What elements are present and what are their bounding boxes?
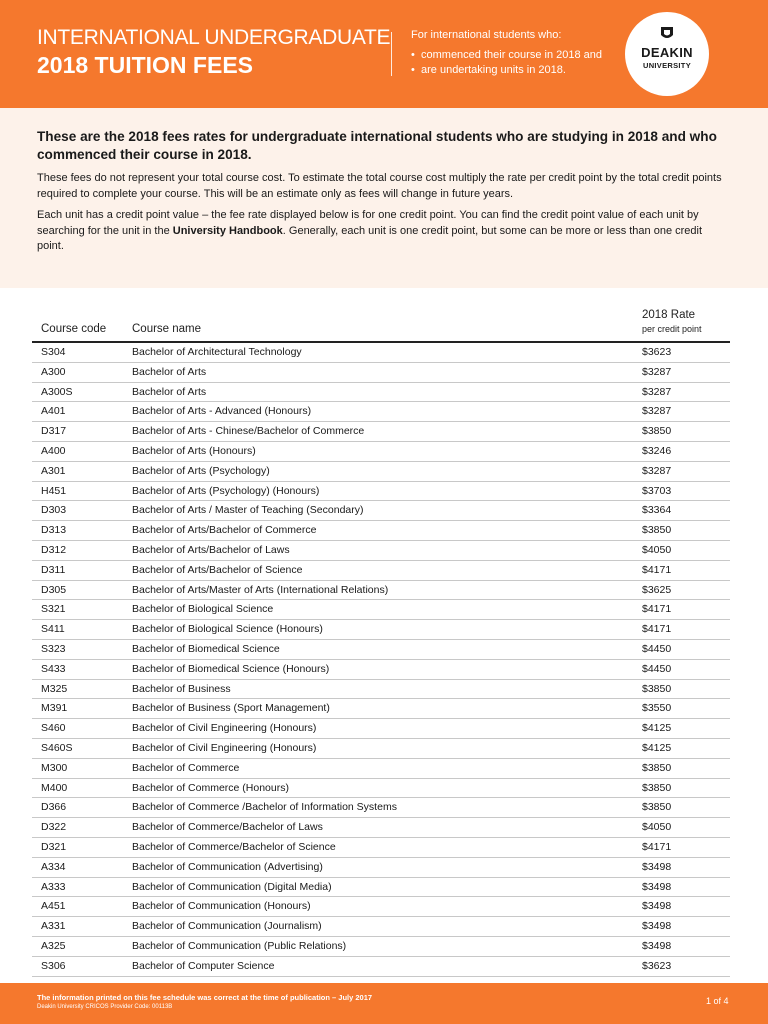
rate-cell: $3364 <box>642 504 672 517</box>
course-code-cell: M400 <box>41 781 68 794</box>
rate-cell: $4171 <box>642 623 672 636</box>
course-code-cell: S323 <box>41 642 66 655</box>
table-row <box>32 402 730 422</box>
rate-cell: $4050 <box>642 543 672 556</box>
rate-cell: $3623 <box>642 346 672 358</box>
table-row <box>32 363 730 383</box>
eligibility-intro: For international students who: <box>411 29 562 41</box>
course-code-cell: A333 <box>41 880 66 893</box>
course-code-cell: D313 <box>41 524 67 537</box>
course-name-cell: Bachelor of Computer Science <box>132 959 275 972</box>
table-row <box>32 680 730 700</box>
course-code-cell: S460S <box>41 741 73 754</box>
course-name-cell: Bachelor of Commerce (Honours) <box>132 781 289 794</box>
eligibility-item: • commenced their course in 2018 and <box>411 48 602 63</box>
rate-cell: $4125 <box>642 741 672 754</box>
course-name-cell: Bachelor of Arts/Bachelor of Science <box>132 563 303 576</box>
course-name-cell: Bachelor of Civil Engineering (Honours) <box>132 741 317 754</box>
course-name-cell: Bachelor of Arts <box>132 365 207 378</box>
course-name-cell: Bachelor of Communication (Advertising) <box>132 860 323 873</box>
rate-cell: $3850 <box>642 781 672 794</box>
table-row <box>32 917 730 937</box>
rate-cell: $4171 <box>642 563 672 576</box>
rate-cell: $3550 <box>642 702 672 715</box>
intro-p2-text-before: Each unit has a credit point value – the fee rate displayed below is for one credit point. You can find the credit point value of each unit by searching for the unit in the <box>37 209 699 237</box>
logo-name: DEAKIN <box>641 45 693 60</box>
course-code-cell: M300 <box>41 761 68 774</box>
course-name-cell: Bachelor of Communication (Public Relations) <box>132 939 347 952</box>
column-header-rate: 2018 Rate <box>642 309 696 321</box>
course-name-cell: Bachelor of Arts/Bachelor of Commerce <box>132 524 317 537</box>
rate-cell: $3498 <box>642 939 672 952</box>
course-code-cell: A400 <box>41 444 66 457</box>
course-name-cell: Bachelor of Biological Science (Honours) <box>132 623 323 636</box>
course-code-cell: S321 <box>41 603 66 616</box>
course-code-cell: A301 <box>41 464 66 477</box>
rate-cell: $4171 <box>642 603 672 616</box>
column-header-code: Course code <box>41 323 107 335</box>
eligibility-item: • are undertaking units in 2018. <box>411 63 602 78</box>
rate-cell: $4450 <box>642 662 672 675</box>
table-row <box>32 620 730 640</box>
course-code-cell: S304 <box>41 346 66 358</box>
course-code-cell: D322 <box>41 821 67 834</box>
rate-cell: $3703 <box>642 484 672 497</box>
rate-cell: $3625 <box>642 583 672 596</box>
table-row <box>32 739 730 759</box>
course-name-cell: Bachelor of Communication (Honours) <box>132 900 311 913</box>
rate-cell: $3850 <box>642 524 672 537</box>
course-code-cell: D321 <box>41 840 67 853</box>
rate-cell: $4450 <box>642 642 672 655</box>
course-code-cell: A325 <box>41 939 66 952</box>
course-name-cell: Bachelor of Architectural Technology <box>132 346 302 358</box>
table-row <box>32 660 730 680</box>
course-name-cell: Bachelor of Commerce /Bachelor of Information Systems <box>132 801 397 814</box>
course-code-cell: S411 <box>41 623 65 636</box>
column-header-rate-sub: per credit point <box>642 324 702 334</box>
fees-table <box>32 306 730 977</box>
course-name-cell: Bachelor of Arts <box>132 385 207 398</box>
table-row <box>32 719 730 739</box>
rate-cell: $3850 <box>642 682 672 695</box>
course-code-cell: A334 <box>41 860 66 873</box>
table-body <box>32 343 730 977</box>
intro-paragraph-1: These fees do not represent your total course cost. To estimate the total course cost multiply the rate per credit point by the total credit points required to complete your course. This will be an estimate only as fees will change in future years. <box>37 172 722 200</box>
course-code-cell: S460 <box>41 722 66 735</box>
course-name-cell: Bachelor of Arts - Advanced (Honours) <box>132 405 312 418</box>
course-name-cell: Bachelor of Communication (Digital Media) <box>132 880 332 893</box>
course-code-cell: D305 <box>41 583 67 596</box>
rate-cell: $3623 <box>642 959 672 972</box>
course-name-cell: Bachelor of Biomedical Science <box>132 642 280 655</box>
table-header <box>32 306 730 343</box>
table-row <box>32 957 730 977</box>
logo-subtitle: UNIVERSITY <box>642 61 691 70</box>
table-row <box>32 581 730 601</box>
course-name-cell: Bachelor of Arts (Psychology) <box>132 464 270 477</box>
rate-cell: $3498 <box>642 920 672 933</box>
rate-cell: $3498 <box>642 880 672 893</box>
course-name-cell: Bachelor of Arts (Honours) <box>132 444 256 457</box>
course-code-cell: A300 <box>41 365 66 378</box>
header-divider <box>391 32 392 76</box>
page-number: 1 of 4 <box>706 996 729 1006</box>
university-handbook-link[interactable]: University Handbook <box>172 224 283 237</box>
table-row <box>32 422 730 442</box>
title-line-1: INTERNATIONAL UNDERGRADUATE <box>37 26 391 49</box>
rate-cell: $3287 <box>642 464 672 477</box>
course-code-cell: D317 <box>41 425 67 438</box>
table-row <box>32 818 730 838</box>
table-row <box>32 541 730 561</box>
intro-section <box>0 108 768 288</box>
rate-cell: $3498 <box>642 900 672 913</box>
page-footer <box>0 983 768 1024</box>
course-name-cell: Bachelor of Commerce/Bachelor of Science <box>132 840 336 853</box>
rate-cell: $4050 <box>642 821 672 834</box>
rate-cell: $3287 <box>642 405 672 418</box>
page-header <box>0 0 768 108</box>
table-row <box>32 937 730 957</box>
table-row <box>32 383 730 403</box>
column-header-name: Course name <box>132 323 202 335</box>
table-row <box>32 561 730 581</box>
intro-paragraph-2 <box>37 208 727 255</box>
intro-p2-text-after: . Generally, each unit is one credit point, but some can be more or less than one credit point. <box>37 224 703 252</box>
course-name-cell: Bachelor of Communication (Journalism) <box>132 920 322 933</box>
table-row <box>32 600 730 620</box>
table-row <box>32 838 730 858</box>
course-code-cell: H451 <box>41 484 67 497</box>
title-line-2: 2018 TUITION FEES <box>37 52 254 78</box>
course-name-cell: Bachelor of Arts - Chinese/Bachelor of Commerce <box>132 425 365 438</box>
course-name-cell: Bachelor of Arts / Master of Teaching (Secondary) <box>132 504 364 517</box>
course-name-cell: Bachelor of Commerce <box>132 761 240 774</box>
table-row <box>32 442 730 462</box>
course-code-cell: A401 <box>41 405 66 418</box>
course-name-cell: Bachelor of Civil Engineering (Honours) <box>132 722 317 735</box>
course-name-cell: Bachelor of Commerce/Bachelor of Laws <box>132 821 323 834</box>
table-row <box>32 798 730 818</box>
rate-cell: $4171 <box>642 840 672 853</box>
intro-heading: These are the 2018 fees rates for undergraduate international students who are studying in 2018 and who commenced their course in 2018. <box>37 129 717 162</box>
table-row <box>32 462 730 482</box>
course-code-cell: D312 <box>41 543 67 556</box>
table-row <box>32 699 730 719</box>
rate-cell: $4125 <box>642 722 672 735</box>
rate-cell: $3246 <box>642 444 672 457</box>
table-row <box>32 897 730 917</box>
rate-cell: $3850 <box>642 761 672 774</box>
table-row <box>32 878 730 898</box>
course-name-cell: Bachelor of Biological Science <box>132 603 274 616</box>
course-name-cell: Bachelor of Arts/Master of Arts (International Relations) <box>132 583 389 596</box>
course-code-cell: M325 <box>41 682 68 695</box>
table-row <box>32 521 730 541</box>
table-row <box>32 501 730 521</box>
course-code-cell: D303 <box>41 504 67 517</box>
course-code-cell: A331 <box>41 920 66 933</box>
course-name-cell: Bachelor of Arts (Psychology) (Honours) <box>132 484 320 497</box>
course-name-cell: Bachelor of Biomedical Science (Honours) <box>132 662 330 675</box>
table-row <box>32 482 730 502</box>
cricos-code: Deakin University CRICOS Provider Code: 00113B <box>37 1004 173 1010</box>
rate-cell: $3850 <box>642 801 672 814</box>
rate-cell: $3498 <box>642 860 672 873</box>
table-row <box>32 343 730 363</box>
course-code-cell: A451 <box>41 900 66 913</box>
course-code-cell: A300S <box>41 385 73 398</box>
course-name-cell: Bachelor of Business <box>132 682 231 695</box>
course-code-cell: D366 <box>41 801 67 814</box>
eligibility-list <box>411 48 602 78</box>
table-row <box>32 858 730 878</box>
course-name-cell: Bachelor of Business (Sport Management) <box>132 702 330 715</box>
rate-cell: $3287 <box>642 365 672 378</box>
course-code-cell: M391 <box>41 702 68 715</box>
table-row <box>32 779 730 799</box>
rate-cell: $3850 <box>642 425 672 438</box>
deakin-logo <box>625 12 709 96</box>
course-code-cell: S433 <box>41 662 66 675</box>
rate-cell: $3287 <box>642 385 672 398</box>
course-name-cell: Bachelor of Arts/Bachelor of Laws <box>132 543 290 556</box>
course-code-cell: S306 <box>41 959 66 972</box>
deakin-crest-icon <box>660 26 674 41</box>
course-code-cell: D311 <box>41 563 66 576</box>
table-row <box>32 759 730 779</box>
publication-note: The information printed on this fee schedule was correct at the time of publication – July 2017 <box>37 993 373 1002</box>
table-row <box>32 640 730 660</box>
